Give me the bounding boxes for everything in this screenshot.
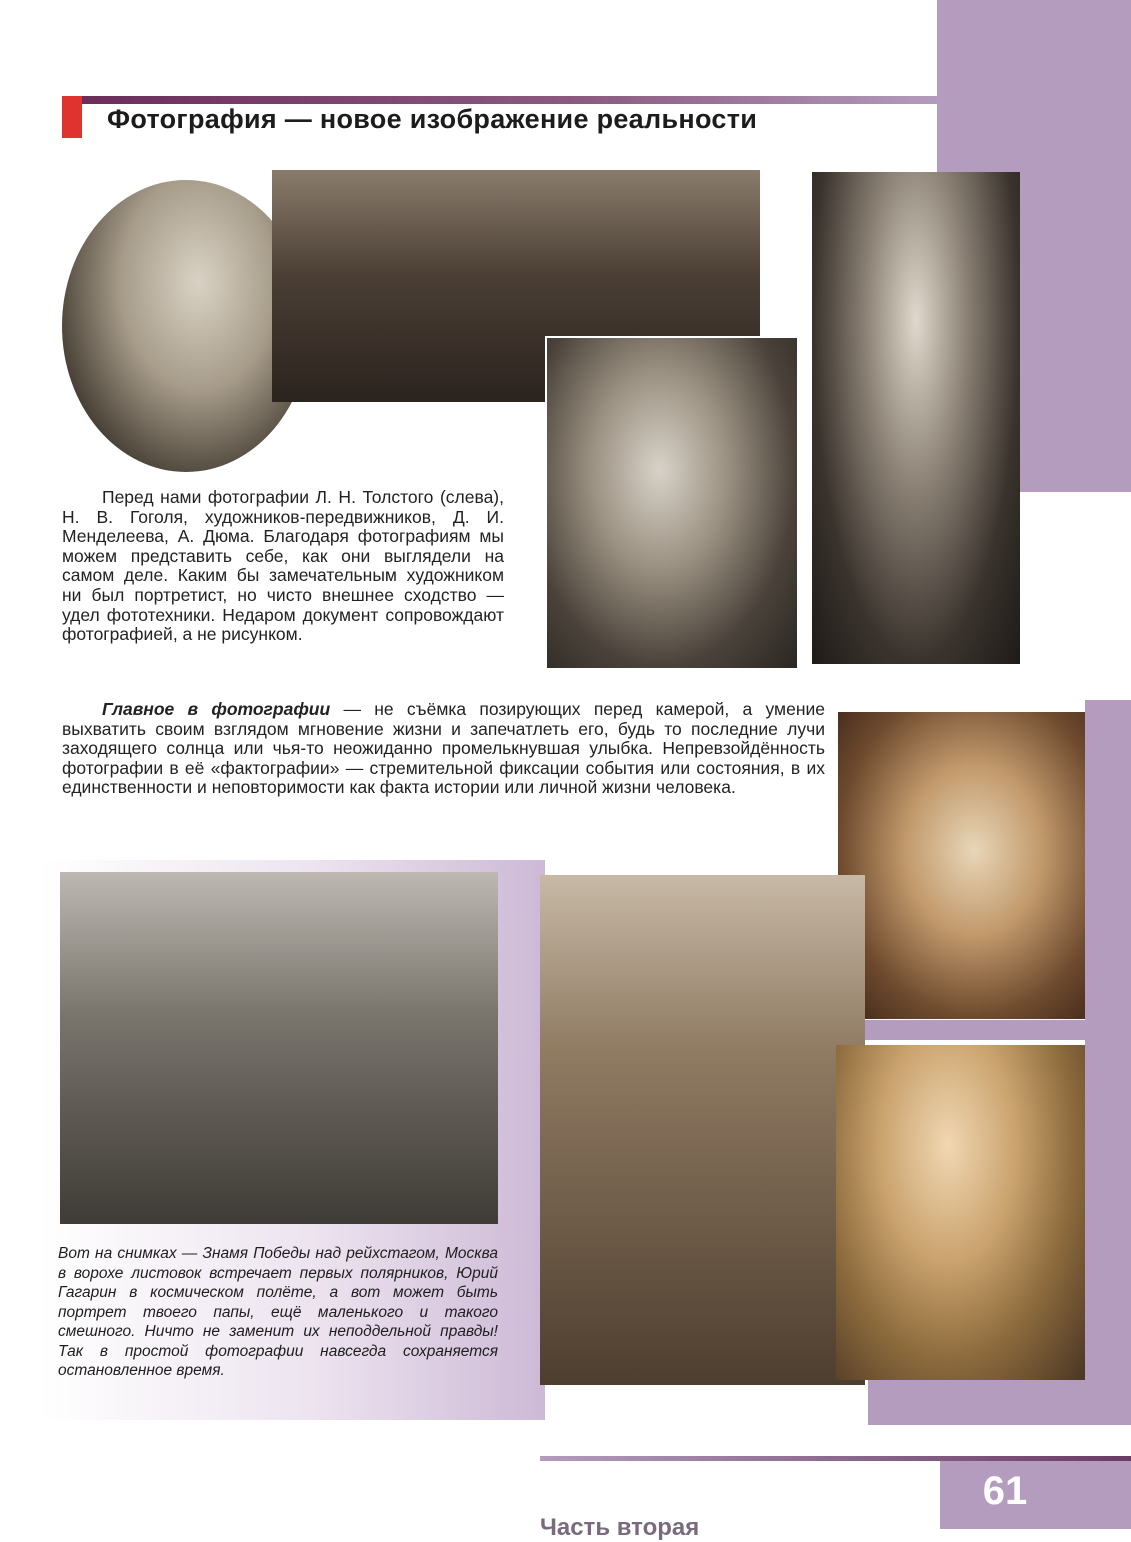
photo-mendeleev-portrait: [545, 336, 799, 670]
photo-dumas-portrait: [812, 172, 1020, 664]
decorative-purple-band-lower: [868, 1380, 1131, 1425]
intro-paragraph: [62, 488, 504, 645]
photo-boy-portrait: [836, 1045, 1085, 1380]
photo-moscow-leaflets: [540, 875, 865, 1385]
photo-reichstag-flag: [60, 872, 498, 1224]
photo-caption: Вот на снимках — Знамя Победы над рейхстагом, Москва в ворохе листовок встречает первых полярников, Юрий Гагарин в космическом полёте, а вот может быть портрет твоего папы, ещё маленького и такого смешного. Ничто не заменит их неподдельной правды! Так в простой фотографии навсегда сохраняется остановленное время.: [58, 1245, 498, 1379]
decorative-purple-strip: [1085, 700, 1131, 1420]
page-number: 61: [982, 1469, 1028, 1513]
header-accent-marker: [62, 96, 82, 138]
decorative-purple-band: [830, 1020, 1131, 1040]
footer-section-title: Часть вторая: [540, 1514, 700, 1541]
photo-gagarin: [838, 712, 1085, 1019]
main-paragraph-text: — не съёмка позирующих перед камерой, а умение выхватить своим взглядом мгновение жизни и запечатлеть его, будь то последние лучи заходящего солнца или чья-то неожиданно промелькнувшая улыбка. Непревзойдённость фотографии в её «фактографии» — стремительной фиксации события или состояния, в их единственности и неповторимости как факта истории или личной жизни человека.: [62, 699, 825, 798]
main-paragraph-lead: Главное в фотографии: [102, 699, 331, 719]
intro-paragraph-text: Перед нами фотографии Л. Н. Толстого (слева), Н. В. Гоголя, художников-передвижников, Д. И. Менделеева, А. Дюма. Благодаря фотографиям мы можем представить себе, как они выглядели на самом деле. Каким бы замечательным художником ни был портретист, но чисто внешнее сходство — удел фототехники. Недаром документ сопровождают фотографией, а не рисунком.: [62, 487, 504, 645]
header-rule: [62, 96, 942, 104]
main-paragraph: [62, 700, 825, 798]
page-title: Фотография — новое изображение реальности: [107, 104, 758, 134]
